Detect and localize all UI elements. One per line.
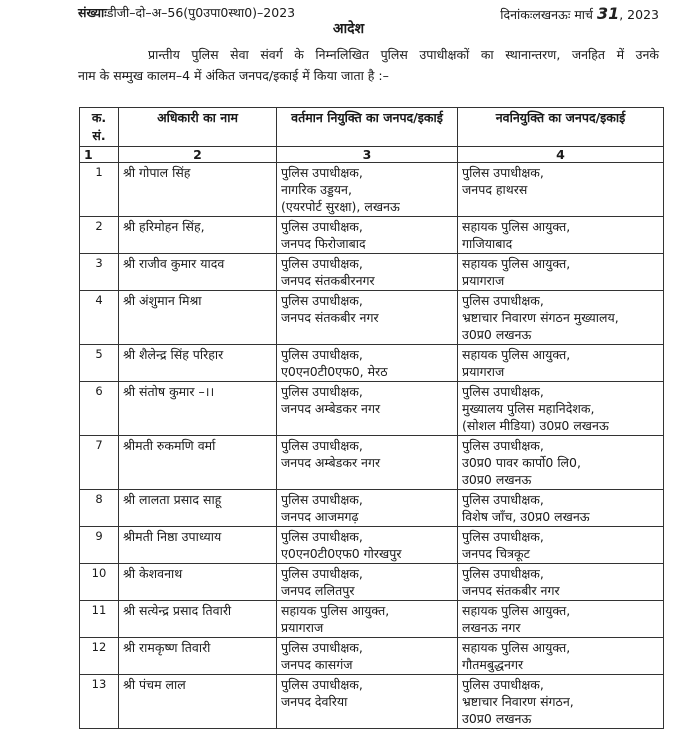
officer-name: श्री रामकृष्ण तिवारी — [119, 638, 277, 675]
current-posting — [277, 436, 458, 490]
table-row — [80, 527, 664, 564]
officer-name: श्री राजीव कुमार यादव — [119, 254, 277, 291]
current-posting — [277, 675, 458, 729]
current-posting — [277, 601, 458, 638]
officer-name: श्री शैलेन्द्र सिंह परिहार — [119, 345, 277, 382]
current-posting-line: जनपद देवरिया — [281, 694, 348, 709]
serial-number: 6 — [80, 382, 119, 436]
new-posting-line: जनपद हाथरस — [462, 182, 528, 197]
column-number-row — [80, 147, 664, 163]
new-posting-line: पुलिस उपाधीक्षक, — [462, 293, 544, 308]
column-number: 2 — [119, 147, 277, 163]
serial-number: 3 — [80, 254, 119, 291]
new-posting — [458, 291, 664, 345]
current-posting-line: पुलिस उपाधीक्षक, — [281, 384, 363, 399]
table-row — [80, 638, 664, 675]
current-posting-line: पुलिस उपाधीक्षक, — [281, 492, 363, 507]
new-posting-line: सहायक पुलिस आयुक्त, — [462, 219, 571, 234]
new-posting-line: उ0प्र0 लखनऊ — [462, 472, 532, 487]
current-posting-line: जनपद अम्बेडकर नगर — [281, 401, 381, 416]
new-posting-line: पुलिस उपाधीक्षक, — [462, 438, 544, 453]
current-posting-line: ए0एन0टी0एफ0 गोरखपुर — [281, 546, 402, 561]
officer-name: श्री केशवनाथ — [119, 564, 277, 601]
new-posting — [458, 675, 664, 729]
current-posting — [277, 254, 458, 291]
new-posting-line: पुलिस उपाधीक्षक, — [462, 677, 544, 692]
intro-line-2: नाम के सम्मुख कालम–4 में अंकित जनपद/इकाई में किया जाता है :– — [78, 68, 389, 83]
serial-number: 9 — [80, 527, 119, 564]
new-posting-line: उ0प्र0 लखनऊ — [462, 711, 532, 726]
serial-number: 12 — [80, 638, 119, 675]
new-posting — [458, 382, 664, 436]
current-posting-line: पुलिस उपाधीक्षक, — [281, 438, 363, 453]
new-posting-line: मुख्यालय पुलिस महानिदेशक, — [462, 401, 595, 416]
table-row — [80, 564, 664, 601]
current-posting — [277, 490, 458, 527]
column-number: 1 — [80, 147, 119, 163]
current-posting-line: पुलिस उपाधीक्षक, — [281, 677, 363, 692]
table-row — [80, 675, 664, 729]
reference-value: डीजी–दो–अ–56(पु0उपा0स्था0)–2023 — [106, 5, 296, 20]
officer-name: श्री लालता प्रसाद साहू — [119, 490, 277, 527]
new-posting-line: प्रयागराज — [462, 273, 505, 288]
new-posting — [458, 436, 664, 490]
header-officer-name: अधिकारी का नाम — [119, 108, 277, 147]
new-posting — [458, 254, 664, 291]
current-posting-line: पुलिस उपाधीक्षक, — [281, 347, 363, 362]
intro-line-1: प्रान्तीय पुलिस सेवा संवर्ग के निम्नलिखित पुलिस उपाधीक्षकों का स्थानान्तरण, जनहित में उनके — [148, 47, 659, 62]
current-posting — [277, 345, 458, 382]
column-number: 3 — [277, 147, 458, 163]
new-posting-line: उ0प्र0 पावर कार्पो0 लि0, — [462, 455, 581, 470]
table-row — [80, 436, 664, 490]
serial-number: 7 — [80, 436, 119, 490]
table-row — [80, 291, 664, 345]
current-posting-line: (एयरपोर्ट सुरक्षा), लखनऊ — [281, 199, 400, 214]
current-posting-line: पुलिस उपाधीक्षक, — [281, 219, 363, 234]
new-posting-line: सहायक पुलिस आयुक्त, — [462, 640, 571, 655]
new-posting — [458, 490, 664, 527]
new-posting-line: गाजियाबाद — [462, 236, 513, 251]
serial-number: 8 — [80, 490, 119, 527]
new-posting-line: प्रयागराज — [462, 364, 505, 379]
officer-name: श्री पंचम लाल — [119, 675, 277, 729]
header-new-posting: नवनियुक्ति का जनपद/इकाई — [458, 108, 664, 147]
date-prefix: दिनांकःलखनऊः मार्च — [500, 7, 593, 22]
table-row — [80, 382, 664, 436]
current-posting-line: जनपद ललितपुर — [281, 583, 355, 598]
table-row — [80, 217, 664, 254]
new-posting-line: भ्रष्टाचार निवारण संगठन मुख्यालय, — [462, 310, 619, 325]
current-posting — [277, 382, 458, 436]
serial-number: 10 — [80, 564, 119, 601]
current-posting-line: पुलिस उपाधीक्षक, — [281, 640, 363, 655]
table-header-row — [80, 108, 664, 147]
table-row — [80, 163, 664, 217]
new-posting-line: लखनऊ नगर — [462, 620, 521, 635]
officer-name: श्रीमती रुकमणि वर्मा — [119, 436, 277, 490]
current-posting — [277, 217, 458, 254]
new-posting-line: पुलिस उपाधीक्षक, — [462, 165, 544, 180]
current-posting-line: पुलिस उपाधीक्षक, — [281, 566, 363, 581]
current-posting-line: सहायक पुलिस आयुक्त, — [281, 603, 390, 618]
new-posting — [458, 601, 664, 638]
current-posting-line: पुलिस उपाधीक्षक, — [281, 165, 363, 180]
table-row — [80, 601, 664, 638]
officer-name: श्री हरिमोहन सिंह, — [119, 217, 277, 254]
serial-number: 1 — [80, 163, 119, 217]
date-day-handwritten: 31 — [596, 4, 620, 23]
new-posting-line: पुलिस उपाधीक्षक, — [462, 566, 544, 581]
new-posting — [458, 638, 664, 675]
new-posting-line: (सोशल मीडिया) उ0प्र0 लखनऊ — [462, 418, 609, 433]
new-posting-line: सहायक पुलिस आयुक्त, — [462, 347, 571, 362]
current-posting — [277, 564, 458, 601]
current-posting-line: पुलिस उपाधीक्षक, — [281, 529, 363, 544]
new-posting-line: उ0प्र0 लखनऊ — [462, 327, 532, 342]
table-row — [80, 254, 664, 291]
new-posting-line: जनपद चित्रकूट — [462, 546, 530, 561]
order-intro-paragraph — [78, 44, 659, 86]
column-number: 4 — [458, 147, 664, 163]
current-posting — [277, 291, 458, 345]
new-posting-line: पुलिस उपाधीक्षक, — [462, 529, 544, 544]
serial-number: 13 — [80, 675, 119, 729]
current-posting-line: जनपद आजमगढ़ — [281, 509, 359, 524]
transfer-table — [79, 107, 664, 729]
current-posting-line: प्रयागराज — [281, 620, 324, 635]
table-row — [80, 345, 664, 382]
header-current-posting: वर्तमान नियुक्ति का जनपद/इकाई — [277, 108, 458, 147]
new-posting-line: विशेष जाँच, उ0प्र0 लखनऊ — [462, 509, 590, 524]
current-posting-line: जनपद अम्बेडकर नगर — [281, 455, 381, 470]
officer-name: श्री सत्येन्द्र प्रसाद तिवारी — [119, 601, 277, 638]
serial-number: 5 — [80, 345, 119, 382]
current-posting-line: ए0एन0टी0एफ0, मेरठ — [281, 364, 388, 379]
new-posting-line: सहायक पुलिस आयुक्त, — [462, 256, 571, 271]
reference-label: संख्याः — [78, 5, 107, 20]
officer-name: श्रीमती निष्ठा उपाध्याय — [119, 527, 277, 564]
new-posting-line: जनपद संतकबीर नगर — [462, 583, 560, 598]
order-title: आदेश — [332, 21, 365, 37]
current-posting-line: जनपद कासगंज — [281, 657, 353, 672]
current-posting-line: जनपद संतकबीरनगर — [281, 273, 375, 288]
new-posting — [458, 163, 664, 217]
new-posting-line: भ्रष्टाचार निवारण संगठन, — [462, 694, 574, 709]
officer-name: श्री गोपाल सिंह — [119, 163, 277, 217]
header-serial: क. सं. — [80, 108, 119, 147]
current-posting-line: पुलिस उपाधीक्षक, — [281, 256, 363, 271]
new-posting-line: पुलिस उपाधीक्षक, — [462, 492, 544, 507]
officer-name: श्री अंशुमान मिश्रा — [119, 291, 277, 345]
current-posting-line: नागरिक उड्डयन, — [281, 182, 352, 197]
new-posting-line: सहायक पुलिस आयुक्त, — [462, 603, 571, 618]
new-posting — [458, 527, 664, 564]
new-posting-line: गौतमबुद्धनगर — [462, 657, 524, 672]
current-posting — [277, 638, 458, 675]
date-year: , 2023 — [619, 7, 659, 22]
current-posting-line: पुलिस उपाधीक्षक, — [281, 293, 363, 308]
table-row — [80, 490, 664, 527]
officer-name: श्री संतोष कुमार –।। — [119, 382, 277, 436]
current-posting — [277, 527, 458, 564]
current-posting — [277, 163, 458, 217]
new-posting — [458, 345, 664, 382]
new-posting — [458, 564, 664, 601]
serial-number: 2 — [80, 217, 119, 254]
serial-number: 11 — [80, 601, 119, 638]
serial-number: 4 — [80, 291, 119, 345]
current-posting-line: जनपद संतकबीर नगर — [281, 310, 379, 325]
current-posting-line: जनपद फिरोजाबाद — [281, 236, 366, 251]
new-posting-line: पुलिस उपाधीक्षक, — [462, 384, 544, 399]
new-posting — [458, 217, 664, 254]
